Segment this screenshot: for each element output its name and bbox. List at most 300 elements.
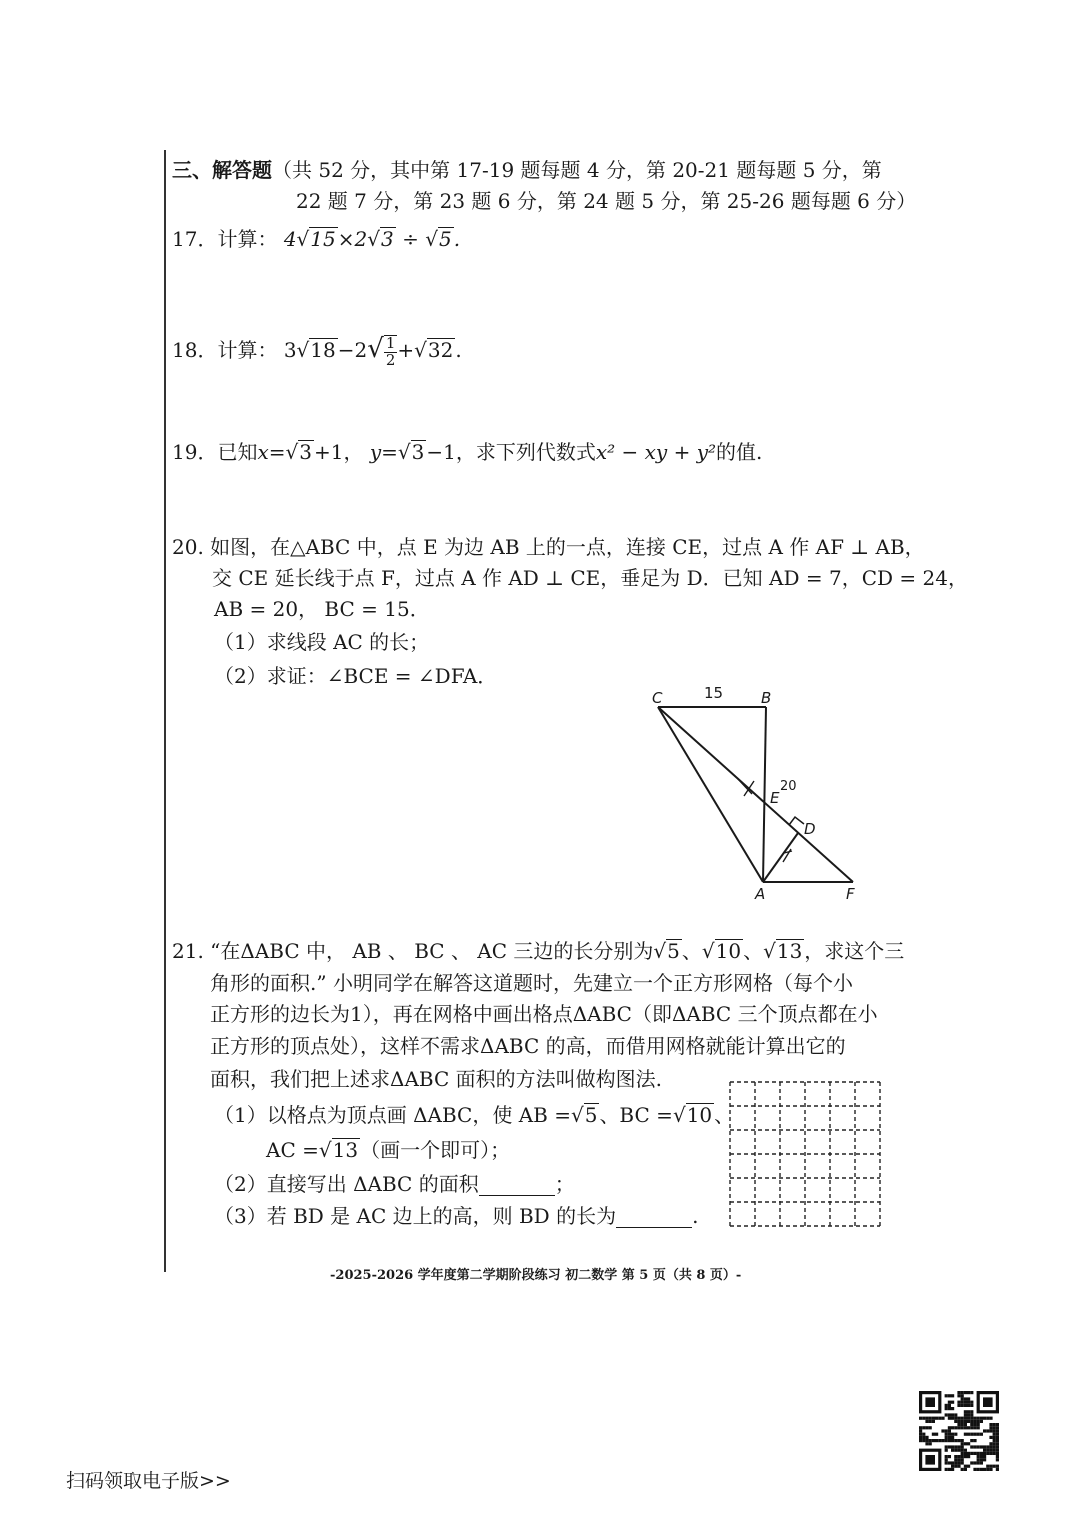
qr-module: [922, 1436, 925, 1439]
segment-cf: [658, 707, 853, 882]
qr-module: [967, 1426, 970, 1429]
qr-module: [989, 1449, 992, 1452]
question-17: [172, 227, 460, 251]
qr-module: [964, 1417, 967, 1420]
qr-module: [970, 1423, 973, 1426]
qr-module: [986, 1429, 989, 1432]
qr-module: [945, 1407, 948, 1410]
qr-module: [989, 1468, 992, 1471]
qr-module: [922, 1417, 925, 1420]
q21-line4: 正方形的顶点处），这样不需求ΔABC 的高，而借用网格就能计算出它的: [210, 1034, 846, 1058]
qr-module: [957, 1461, 960, 1464]
q20-line1: 20. 如图，在△ABC 中，点 E 为边 AB 上的一点，连接 CE，过点 A 作 AF ⊥ AB，: [172, 535, 925, 559]
qr-module: [964, 1423, 967, 1426]
label-d: D: [804, 820, 816, 838]
label-b: B: [761, 689, 772, 707]
qr-module: [961, 1468, 964, 1471]
qr-module: [945, 1461, 948, 1464]
qr-module: [973, 1423, 976, 1426]
qr-module: [961, 1458, 964, 1461]
qr-module: [977, 1420, 980, 1423]
qr-module: [948, 1404, 951, 1407]
label-c: C: [652, 689, 663, 707]
qr-module: [945, 1445, 948, 1448]
qr-module: [929, 1426, 932, 1429]
qr-module: [961, 1439, 964, 1442]
qr-module: [964, 1433, 967, 1436]
qr-module: [957, 1420, 960, 1423]
q20-line3: AB = 20， BC = 15．: [214, 597, 430, 621]
qr-module: [961, 1442, 964, 1445]
qr-module: [948, 1413, 951, 1416]
qr-module: [961, 1445, 964, 1448]
q21-line3: 正方形的边长为1），再在网格中画出格点ΔABC（即ΔABC 三个顶点都在小: [210, 1002, 878, 1026]
qr-module: [919, 1429, 922, 1432]
qr-module: [957, 1391, 960, 1394]
qr-module: [983, 1429, 986, 1432]
qr-module: [957, 1394, 960, 1397]
qr-module: [954, 1426, 957, 1429]
qr-module: [938, 1439, 941, 1442]
qr-module: [973, 1452, 976, 1455]
qr-module: [983, 1449, 986, 1452]
qr-module: [941, 1429, 944, 1432]
qr-module: [967, 1404, 970, 1407]
qr-module: [957, 1465, 960, 1468]
qr-module: [925, 1417, 928, 1420]
handwritten-mark-e: [738, 779, 754, 796]
qr-module: [970, 1433, 973, 1436]
qr-module: [925, 1397, 935, 1407]
qr-module: [925, 1426, 928, 1429]
qr-module: [973, 1433, 976, 1436]
qr-module: [957, 1404, 960, 1407]
qr-module: [919, 1436, 922, 1439]
qr-module: [996, 1436, 999, 1439]
qr-module: [961, 1426, 964, 1429]
qr-module: [954, 1445, 957, 1448]
qr-module: [935, 1417, 938, 1420]
qr-module: [993, 1433, 996, 1436]
qr-module: [954, 1465, 957, 1468]
q18-expression: 3√18 −2√ $\frac{1}{2}$ +√32 .: [283, 333, 462, 369]
qr-module: [983, 1458, 986, 1461]
qr-module: [996, 1458, 999, 1461]
qr-module: [954, 1455, 957, 1458]
q17-label: 计算：: [217, 227, 278, 251]
qr-module: [970, 1439, 973, 1442]
qr-module: [948, 1401, 951, 1404]
qr-module: [951, 1394, 954, 1397]
qr-module: [951, 1426, 954, 1429]
qr-module: [967, 1455, 970, 1458]
qr-module: [941, 1439, 944, 1442]
section-scoring-2: 22 题 7 分，第 23 题 6 分，第 24 题 5 分，第 25-26 题每题 6 分）: [296, 189, 917, 213]
q21-part2: （2）直接写出 ΔABC 的面积 ；: [214, 1172, 575, 1196]
qr-module: [951, 1461, 954, 1464]
qr-module: [983, 1455, 986, 1458]
qr-module: [951, 1445, 954, 1448]
q17-number: 17．: [172, 227, 218, 251]
qr-module: [925, 1439, 928, 1442]
handwritten-bc-15: 15: [704, 684, 724, 702]
qr-module: [967, 1433, 970, 1436]
qr-module: [980, 1433, 983, 1436]
q20-geometry-figure: [640, 676, 880, 906]
qr-module: [945, 1429, 948, 1432]
qr-module: [977, 1417, 980, 1420]
segment-ba: [763, 707, 766, 882]
qr-module: [989, 1429, 992, 1432]
qr-module: [957, 1417, 960, 1420]
qr-module: [948, 1429, 951, 1432]
qr-module: [986, 1465, 989, 1468]
qr-module: [932, 1417, 935, 1420]
qr-module: [973, 1426, 976, 1429]
qr-code[interactable]: [919, 1391, 999, 1471]
q20-line2: 交 CE 延长线于点 F，过点 A 作 AD ⊥ CE，垂足为 D．已知 AD = 7，CD = 24，: [212, 566, 968, 590]
qr-module: [925, 1420, 928, 1423]
qr-module: [964, 1413, 967, 1416]
q21-line5: 面积，我们把上述求ΔABC 面积的方法叫做构图法.: [210, 1067, 662, 1091]
qr-module: [957, 1455, 960, 1458]
qr-module: [941, 1417, 944, 1420]
qr-module: [951, 1407, 954, 1410]
qr-module: [980, 1452, 983, 1455]
qr-module: [919, 1417, 922, 1420]
qr-module: [964, 1442, 967, 1445]
qr-module: [967, 1413, 970, 1416]
qr-module: [970, 1420, 973, 1423]
qr-module: [945, 1436, 948, 1439]
qr-module: [961, 1391, 964, 1394]
qr-module: [983, 1468, 986, 1471]
qr-module: [980, 1417, 983, 1420]
qr-module: [925, 1455, 935, 1465]
section-header-line1: [172, 158, 882, 182]
qr-module: [977, 1445, 980, 1448]
qr-module: [954, 1449, 957, 1452]
qr-module: [970, 1452, 973, 1455]
qr-module: [996, 1468, 999, 1471]
qr-module: [922, 1426, 925, 1429]
qr-module: [951, 1436, 954, 1439]
qr-module: [989, 1417, 992, 1420]
q21-area-answer-blank[interactable]: [479, 1177, 555, 1196]
qr-module: [980, 1468, 983, 1471]
qr-module: [977, 1423, 980, 1426]
label-a: A: [755, 885, 766, 903]
qr-module: [970, 1391, 973, 1394]
qr-module: [967, 1442, 970, 1445]
qr-module: [951, 1468, 954, 1471]
qr-module: [967, 1410, 970, 1413]
qr-module: [957, 1458, 960, 1461]
qr-module: [948, 1436, 951, 1439]
qr-module: [993, 1442, 996, 1445]
qr-module: [983, 1417, 986, 1420]
qr-module: [980, 1461, 983, 1464]
qr-module: [922, 1439, 925, 1442]
qr-module: [954, 1461, 957, 1464]
label-f: F: [846, 885, 855, 903]
qr-module: [929, 1420, 932, 1423]
qr-module: [938, 1417, 941, 1420]
qr-module: [932, 1439, 935, 1442]
qr-module: [977, 1461, 980, 1464]
qr-module: [977, 1455, 980, 1458]
qr-module: [945, 1439, 948, 1442]
qr-module: [989, 1465, 992, 1468]
qr-module: [961, 1420, 964, 1423]
qr-module: [983, 1445, 986, 1448]
qr-module: [980, 1445, 983, 1448]
qr-module: [967, 1452, 970, 1455]
qr-module: [973, 1445, 976, 1448]
qr-module: [964, 1401, 967, 1404]
qr-module: [961, 1461, 964, 1464]
qr-module: [993, 1429, 996, 1432]
qr-module: [973, 1417, 976, 1420]
qr-module: [964, 1449, 967, 1452]
qr-module: [996, 1449, 999, 1452]
qr-module: [973, 1461, 976, 1464]
qr-module: [980, 1458, 983, 1461]
qr-module: [986, 1417, 989, 1420]
qr-module: [951, 1465, 954, 1468]
qr-module: [951, 1439, 954, 1442]
qr-module: [948, 1433, 951, 1436]
qr-module: [948, 1461, 951, 1464]
qr-module: [951, 1413, 954, 1416]
q21-part3: （3）若 BD 是 AC 边上的高，则 BD 的长为 .: [214, 1204, 699, 1228]
qr-module: [964, 1420, 967, 1423]
qr-module: [977, 1452, 980, 1455]
qr-module: [922, 1433, 925, 1436]
qr-module: [989, 1442, 992, 1445]
qr-module: [948, 1455, 951, 1458]
qr-module: [961, 1404, 964, 1407]
qr-module: [977, 1433, 980, 1436]
qr-module: [929, 1439, 932, 1442]
handwritten-ab-20: 20: [780, 779, 797, 794]
q18-number: 18．: [172, 338, 218, 362]
qr-module: [948, 1445, 951, 1448]
right-angle-mark: [789, 817, 804, 825]
qr-module: [951, 1401, 954, 1404]
qr-module: [970, 1410, 973, 1413]
qr-module: [996, 1442, 999, 1445]
qr-module: [961, 1401, 964, 1404]
qr-module: [996, 1465, 999, 1468]
qr-module: [970, 1461, 973, 1464]
qr-module: [945, 1449, 948, 1452]
q21-line1: 21. “在ΔABC 中， AB 、 BC 、 AC 三边的长分别为√5 、√10 、√13 ，求这个三: [172, 939, 905, 963]
qr-module: [951, 1417, 954, 1420]
qr-module: [954, 1433, 957, 1436]
q21-square-grid[interactable]: [728, 1080, 882, 1228]
qr-module: [935, 1433, 938, 1436]
qr-module: [996, 1452, 999, 1455]
qr-module: [996, 1426, 999, 1429]
qr-module: [919, 1433, 922, 1436]
qr-module: [954, 1417, 957, 1420]
q21-bd-answer-blank[interactable]: [616, 1209, 692, 1228]
qr-module: [945, 1394, 948, 1397]
page-footer: -2025-2026 学年度第二学期阶段练习 初二数学 第 5 页（共 8 页）-: [330, 1268, 742, 1283]
qr-module: [945, 1404, 948, 1407]
qr-module: [964, 1452, 967, 1455]
qr-module: [932, 1420, 935, 1423]
label-e: E: [770, 789, 780, 807]
qr-module: [977, 1426, 980, 1429]
qr-module: [945, 1458, 948, 1461]
qr-module: [954, 1413, 957, 1416]
question-19: 19．已知x=√3 +1， y=√3 −1，求下列代数式x² − xy + y²的值.: [172, 440, 763, 464]
qr-module: [961, 1423, 964, 1426]
qr-module: [996, 1433, 999, 1436]
qr-module: [996, 1429, 999, 1432]
qr-module: [954, 1458, 957, 1461]
qr-module: [970, 1426, 973, 1429]
qr-module: [973, 1439, 976, 1442]
qr-module: [996, 1445, 999, 1448]
qr-module: [925, 1436, 928, 1439]
qr-module: [957, 1449, 960, 1452]
q17-expression: 4√15 ×2√3 ÷ √5 .: [283, 227, 461, 251]
qr-module: [993, 1423, 996, 1426]
qr-module: [961, 1452, 964, 1455]
segment-ca: [658, 707, 763, 882]
qr-module: [935, 1439, 938, 1442]
qr-module: [986, 1445, 989, 1448]
qr-module: [970, 1404, 973, 1407]
qr-module: [967, 1420, 970, 1423]
qr-module: [989, 1445, 992, 1448]
qr-module: [964, 1391, 967, 1394]
binding-margin-line: [164, 150, 166, 1272]
qr-module: [967, 1397, 970, 1400]
qr-module: [919, 1439, 922, 1442]
qr-module: [951, 1433, 954, 1436]
qr-module: [951, 1449, 954, 1452]
qr-module: [945, 1468, 948, 1471]
q18-label: 计算：: [217, 338, 278, 362]
qr-module: [964, 1426, 967, 1429]
qr-module: [970, 1417, 973, 1420]
qr-module: [970, 1445, 973, 1448]
qr-module: [993, 1426, 996, 1429]
qr-module: [948, 1417, 951, 1420]
qr-module: [961, 1455, 964, 1458]
qr-module: [961, 1417, 964, 1420]
qr-module: [948, 1439, 951, 1442]
qr-module: [964, 1468, 967, 1471]
qr-module: [989, 1423, 992, 1426]
qr-module: [957, 1439, 960, 1442]
qr-module: [967, 1391, 970, 1394]
qr-module: [961, 1397, 964, 1400]
qr-module: [980, 1455, 983, 1458]
qr-module: [996, 1423, 999, 1426]
qr-module: [929, 1417, 932, 1420]
qr-module: [993, 1439, 996, 1442]
q21-part1-cont: AC =√13 （画一个即可）；: [266, 1138, 511, 1162]
qr-module: [993, 1445, 996, 1448]
qr-module: [964, 1404, 967, 1407]
qr-module: [948, 1407, 951, 1410]
qr-module: [970, 1401, 973, 1404]
qr-module: [945, 1433, 948, 1436]
qr-module: [986, 1452, 989, 1455]
qr-module: [967, 1417, 970, 1420]
qr-module: [989, 1436, 992, 1439]
qr-module: [977, 1458, 980, 1461]
question-18: [172, 334, 462, 368]
q20-part2: （2）求证：∠BCE = ∠DFA．: [214, 664, 498, 688]
segment-ad: [763, 833, 798, 882]
qr-module: [945, 1413, 948, 1416]
qr-module: [954, 1420, 957, 1423]
q21-part1: （1）以格点为顶点画 ΔABC，使 AB =√5 、BC =√10 、: [214, 1103, 735, 1127]
qr-module: [948, 1394, 951, 1397]
qr-module: [993, 1452, 996, 1455]
qr-module: [986, 1449, 989, 1452]
qr-module: [980, 1420, 983, 1423]
qr-module: [964, 1455, 967, 1458]
qr-module: [961, 1394, 964, 1397]
qr-module: [993, 1465, 996, 1468]
qr-module: [986, 1468, 989, 1471]
qr-module: [973, 1420, 976, 1423]
qr-module: [957, 1401, 960, 1404]
qr-module: [964, 1397, 967, 1400]
qr-module: [996, 1439, 999, 1442]
qr-module: [957, 1445, 960, 1448]
scan-prompt[interactable]: 扫码领取电子版>>: [66, 1470, 231, 1492]
qr-module: [957, 1426, 960, 1429]
qr-module: [961, 1449, 964, 1452]
qr-module: [945, 1455, 948, 1458]
qr-module: [983, 1452, 986, 1455]
qr-module: [967, 1401, 970, 1404]
qr-module: [973, 1468, 976, 1471]
qr-module: [925, 1442, 928, 1445]
section-title: 三、解答题: [172, 158, 272, 182]
qr-module: [964, 1465, 967, 1468]
qr-module: [970, 1413, 973, 1416]
qr-module: [919, 1426, 922, 1429]
qr-module: [967, 1465, 970, 1468]
qr-module: [932, 1433, 935, 1436]
q20-part1: （1）求线段 AC 的长；: [214, 630, 430, 654]
qr-module: [948, 1468, 951, 1471]
qr-module: [948, 1426, 951, 1429]
qr-module: [954, 1439, 957, 1442]
qr-module: [964, 1410, 967, 1413]
qr-module: [996, 1455, 999, 1458]
q21-line2: 角形的面积.” 小明同学在解答这道题时，先建立一个正方形网格（每个小: [210, 971, 853, 995]
qr-module: [977, 1468, 980, 1471]
qr-module: [957, 1423, 960, 1426]
qr-module: [983, 1397, 993, 1407]
qr-module: [993, 1449, 996, 1452]
qr-module: [993, 1436, 996, 1439]
section-scoring-1: （共 52 分，其中第 17-19 题每题 4 分，第 20-21 题每题 5 分，第: [272, 158, 882, 182]
qr-module: [989, 1426, 992, 1429]
qr-module: [989, 1452, 992, 1455]
qr-module: [929, 1442, 932, 1445]
